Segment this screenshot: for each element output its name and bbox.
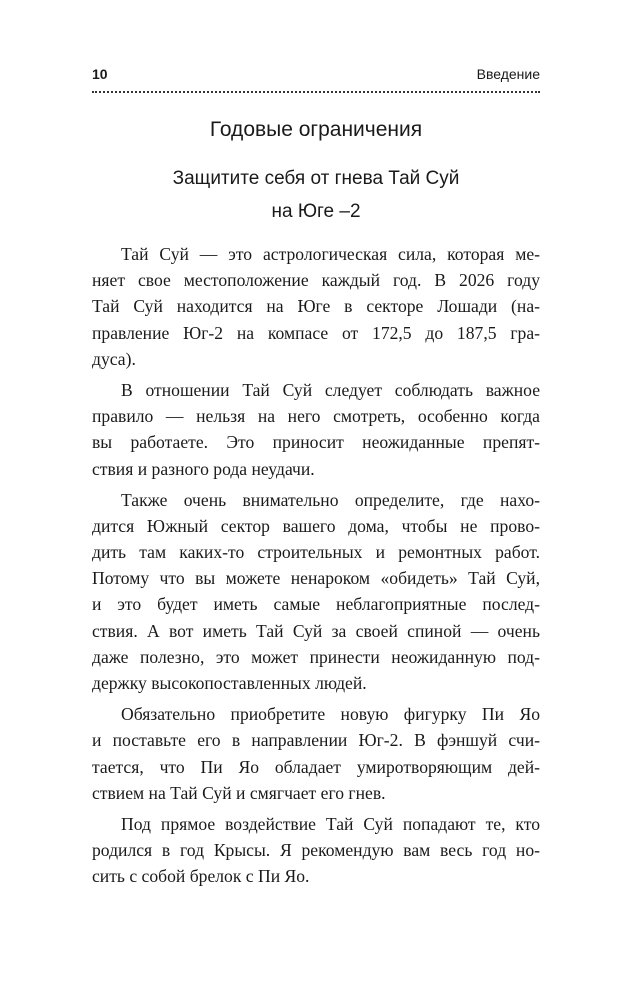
text-line: дить там каких-то строительных и ремонтных работ.: [92, 542, 540, 563]
section-name: Введение: [476, 66, 540, 82]
text-line: дится Южный сектор вашего дома, чтобы не прово-: [92, 515, 540, 536]
chapter-title: Годовые ограничения: [209, 118, 423, 141]
text-line: ствия. А вот иметь Тай Суй за своей спиной — очень: [92, 620, 540, 641]
text-line: Обязательно приобретите новую фигурку Пи Яо: [121, 704, 540, 725]
text-line: правление Юг-2 на компасе от 172,5 до 187,5 гра-: [92, 322, 540, 343]
text-line: и это будет иметь самые неблагоприятные послед-: [92, 594, 540, 615]
paragraph-3: [92, 487, 540, 697]
text-line: вы работаете. Это приносит неожиданные препят-: [92, 432, 540, 453]
text-line: Тай Суй находится на Юге в секторе Лошади (на-: [92, 296, 540, 317]
text-line: сить с собой брелок с Пи Яо.: [92, 866, 310, 887]
text-line: Потому что вы можете ненароком «обидеть» Тай Суй,: [92, 568, 540, 589]
text-line: ствия и разного рода неудачи.: [92, 458, 315, 479]
subtitle: [92, 162, 540, 228]
running-head: [92, 66, 540, 90]
text-line: даже полезно, это может принести неожиданную под-: [92, 646, 540, 667]
paragraph-4: [92, 701, 540, 806]
text-line: правило — нельзя на него смотреть, особенно когда: [92, 406, 540, 427]
text-line: родился в год Крысы. Я рекомендую вам весь год но-: [92, 840, 540, 861]
page-number: 10: [92, 66, 108, 82]
subtitle-line-1: Защитите себя от гнева Тай Суй: [172, 168, 460, 189]
text-line: дуса).: [92, 348, 136, 369]
text-line: Также очень внимательно определите, где нахо-: [121, 489, 540, 510]
paragraph-5: [92, 811, 540, 890]
paragraph-1: [92, 241, 540, 372]
text-line: Тай Суй — это астрологическая сила, которая ме-: [121, 244, 540, 264]
text-line: В отношении Тай Суй следует соблюдать важное: [121, 379, 540, 400]
header-divider: [92, 91, 540, 93]
text-line: Под прямое воздействие Тай Суй попадают те, кто: [121, 813, 540, 834]
paragraph-2: [92, 377, 540, 482]
text-line: тается, что Пи Яо обладает умиротворяющим дей-: [92, 756, 540, 777]
text-line: держку высокопоставленных людей.: [92, 673, 367, 693]
subtitle-line-2: на Юге –2: [271, 201, 361, 222]
text-line: и поставьте его в направлении Юг-2. В фэншуй счи-: [92, 730, 540, 751]
body-text: [92, 241, 540, 895]
text-line: ствием на Тай Суй и смягчает его гнев.: [92, 782, 386, 803]
text-line: няет свое местоположение каждый год. В 2026 году: [92, 270, 540, 291]
